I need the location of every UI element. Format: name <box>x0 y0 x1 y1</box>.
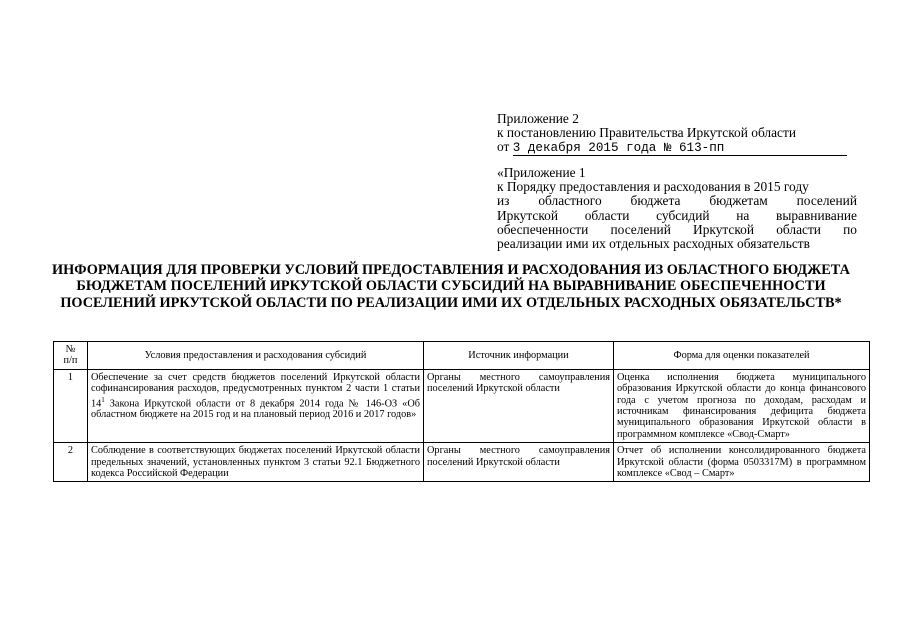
row-source: Органы местного самоуправления поселений Иркутской области <box>424 443 614 482</box>
info-table <box>53 341 870 482</box>
appendix-2-resolution: к постановлению Правительства Иркутской области <box>497 125 797 141</box>
appendix-2-date-prefix: от <box>497 139 510 155</box>
document-title: ИНФОРМАЦИЯ ДЛЯ ПРОВЕРКИ УСЛОВИЙ ПРЕДОСТАВЛЕНИЯ И РАСХОДОВАНИЯ ИЗ ОБЛАСТНОГО БЮДЖЕТА БЮДЖЕТАМ ПОСЕЛЕНИЙ ИРКУТСКОЙ ОБЛАСТИ СУБСИДИЙ НА ВЫРАВНИВАНИЕ ОБЕСПЕЧЕННОСТИ ПОСЕЛЕНИЙ ИРКУТСКОЙ ОБЛАСТИ ПО РЕАЛИЗАЦИИ ИМИ ИХ ОТДЕЛЬНЫХ РАСХОДНЫХ ОБЯЗАТЕЛЬСТВ* <box>52 262 850 311</box>
header-number: № п/п <box>54 342 88 370</box>
row-source: Органы местного самоуправления поселений Иркутской области <box>424 369 614 442</box>
appendix-2-date-line <box>497 140 857 156</box>
row-number: 1 <box>54 369 88 442</box>
table-row <box>54 369 870 442</box>
appendix-1-line: обеспеченности поселений Иркутской области по <box>497 221 857 237</box>
appendix-1-line: из областного бюджета бюджетам поселений <box>497 193 857 209</box>
appendix-1-block <box>497 166 857 251</box>
row-conditions: Соблюдение в соответствующих бюджетах поселений Иркутской области предельных значений, установленных пунктом 3 статьи 92.1 Бюджетного кодекса Российской Федерации <box>88 443 424 482</box>
header-source: Источник информации <box>424 342 614 370</box>
appendix-2-block <box>497 112 857 156</box>
appendix-1-title: «Приложение 1 <box>497 165 586 180</box>
table-header-row <box>54 342 870 370</box>
header-conditions: Условия предоставления и расходования субсидий <box>88 342 424 370</box>
row-conditions: Обеспечение за счет средств бюджетов поселений Иркутской области софинансирования расходов, предусмотренных пунктом 2 части 1 статьи $14^1$ Закона Иркутской области от 8 декабря 2014 года № 146-ОЗ «Об областном бюджете на 2015 год и на плановый период 2016 и 2017 годов» <box>88 369 424 442</box>
row-form: Оценка исполнения бюджета муниципального образования Иркутской области до конца финансового года с учетом прогноза по доходам, расходам и источникам финансирования дефицита бюджета муниципального образования Иркутской области в программном комплексе «Свод-Смарт» <box>614 369 870 442</box>
row-number: 2 <box>54 443 88 482</box>
appendix-1-line: Иркутской области субсидий на выравнивание <box>497 207 857 223</box>
table-row <box>54 443 870 482</box>
appendix-1-line: к Порядку предоставления и расходования в 2015 году <box>497 179 809 195</box>
appendix-2-date-value: 3 декабря 2015 года № 613-пп <box>513 142 847 156</box>
row-form: Отчет об исполнении консолидированного бюджета Иркутской области (форма 0503317М) в программном комплексе «Свод – Смарт» <box>614 443 870 482</box>
header-form: Форма для оценки показателей <box>614 342 870 370</box>
appendix-1-line: реализации ими их отдельных расходных обязательств <box>497 236 810 252</box>
appendix-2-title: Приложение 2 <box>497 111 579 126</box>
